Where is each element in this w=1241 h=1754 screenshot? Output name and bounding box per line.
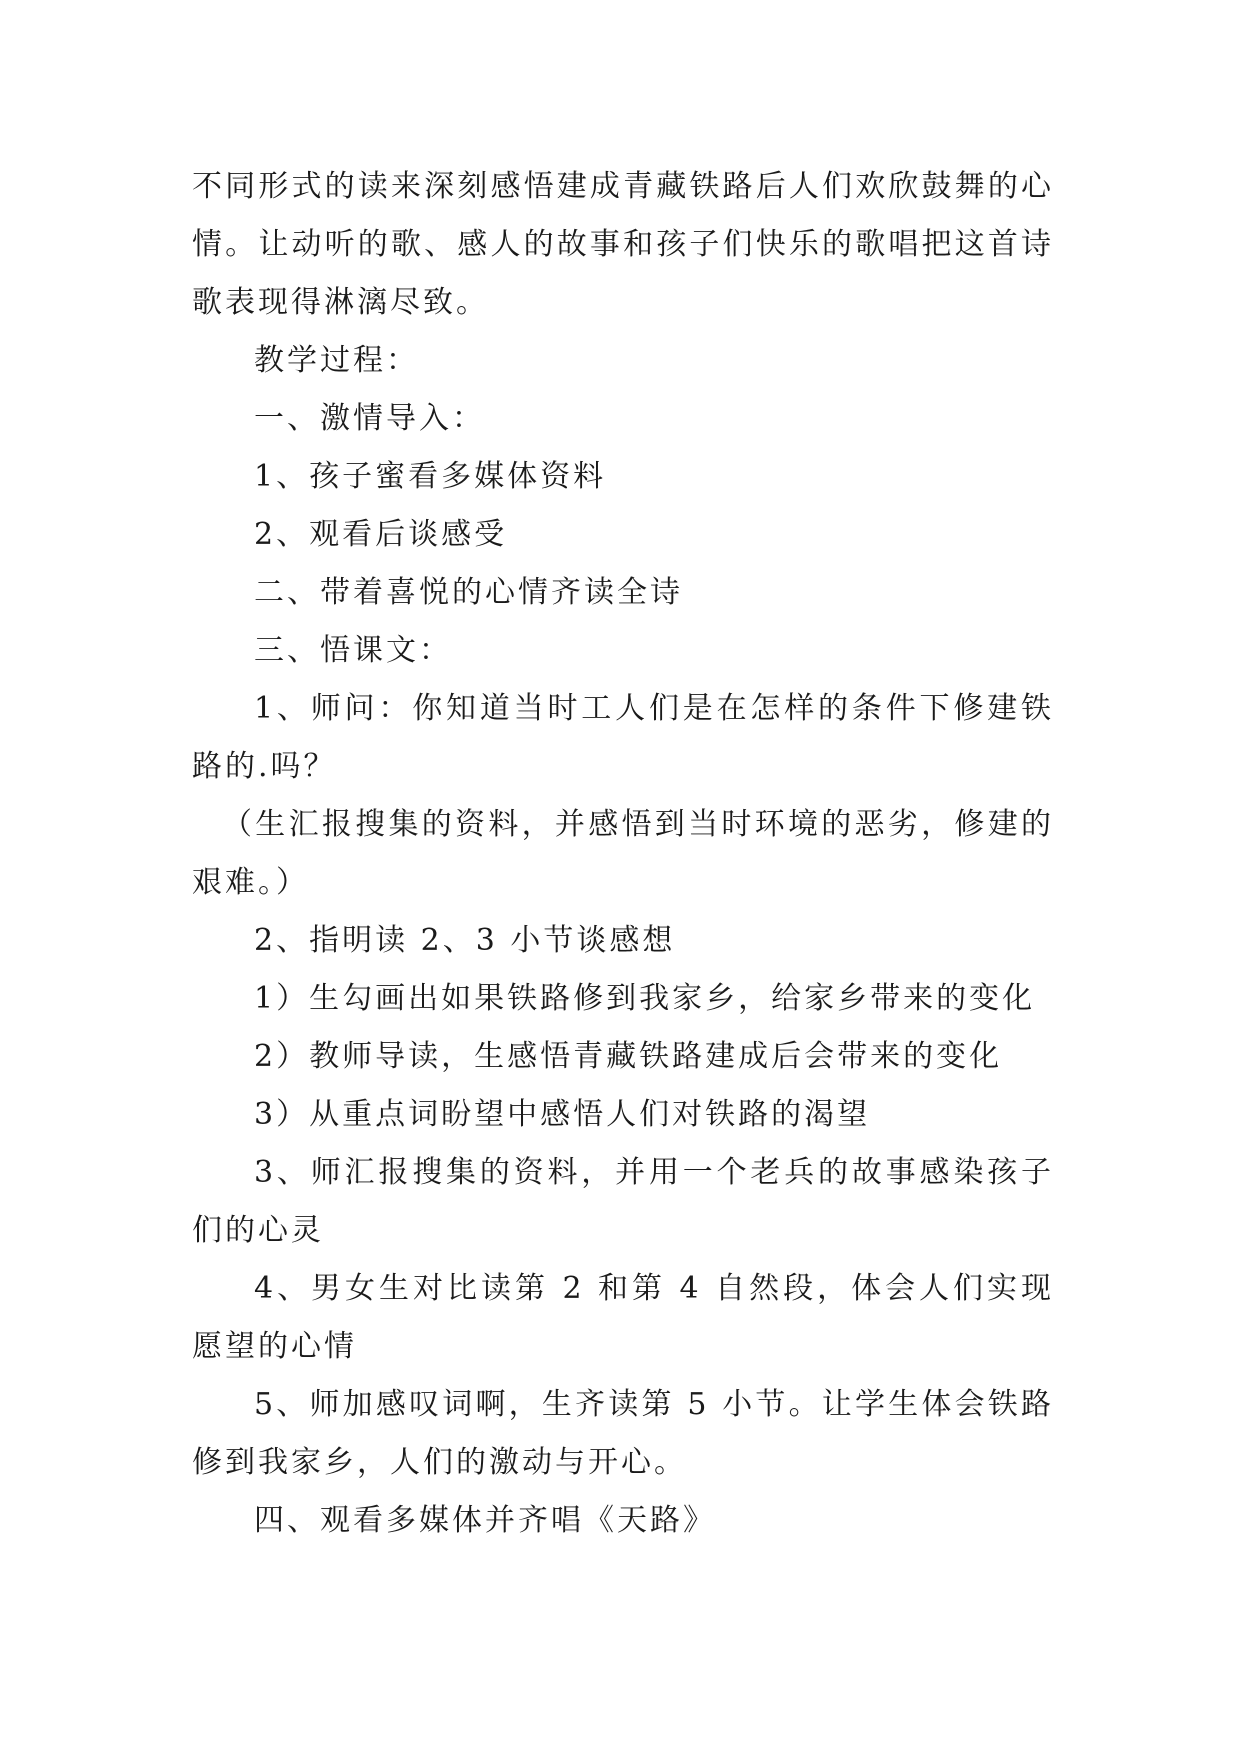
paragraph-intro-continuation: 不同形式的读来深刻感悟建成青藏铁路后人们欢欣鼓舞的心情。让动听的歌、感人的故事和孩子们快乐的歌唱把这首诗歌表现得淋漓尽致。 — [192, 169, 1054, 320]
list-item: 5、师加感叹词啊，生齐读第 5 小节。让学生体会铁路修到我家乡，人们的激动与开心。 — [192, 1387, 1054, 1480]
section-heading-3: 三、悟课文： — [254, 633, 452, 668]
parenthetical-note: （生汇报搜集的资料，并感悟到当时环境的恶劣，修建的艰难。） — [192, 807, 1054, 900]
list-item: 2、观看后谈感受 — [254, 517, 508, 552]
section-heading-1: 一、激情导入： — [254, 401, 485, 436]
sub-list-item: 2）教师导读，生感悟青藏铁路建成后会带来的变化 — [254, 1039, 1003, 1074]
document-body — [192, 158, 1054, 1550]
sub-list-item: 1）生勾画出如果铁路修到我家乡，给家乡带来的变化 — [254, 981, 1036, 1016]
sub-list-item: 3）从重点词盼望中感悟人们对铁路的渴望 — [254, 1097, 871, 1132]
list-item: 2、指明读 2、3 小节谈感想 — [254, 923, 676, 958]
heading-teaching-process: 教学过程： — [254, 343, 419, 378]
section-heading-4: 四、观看多媒体并齐唱《天路》 — [254, 1503, 716, 1538]
list-item: 1、孩子蜜看多媒体资料 — [254, 459, 607, 494]
list-item: 3、师汇报搜集的资料，并用一个老兵的故事感染孩子们的心灵 — [192, 1155, 1054, 1248]
list-item: 4、男女生对比读第 2 和第 4 自然段，体会人们实现愿望的心情 — [192, 1271, 1054, 1364]
list-item: 1、师问：你知道当时工人们是在怎样的条件下修建铁路的.吗？ — [192, 691, 1054, 784]
section-heading-2: 二、带着喜悦的心情齐读全诗 — [254, 575, 683, 610]
